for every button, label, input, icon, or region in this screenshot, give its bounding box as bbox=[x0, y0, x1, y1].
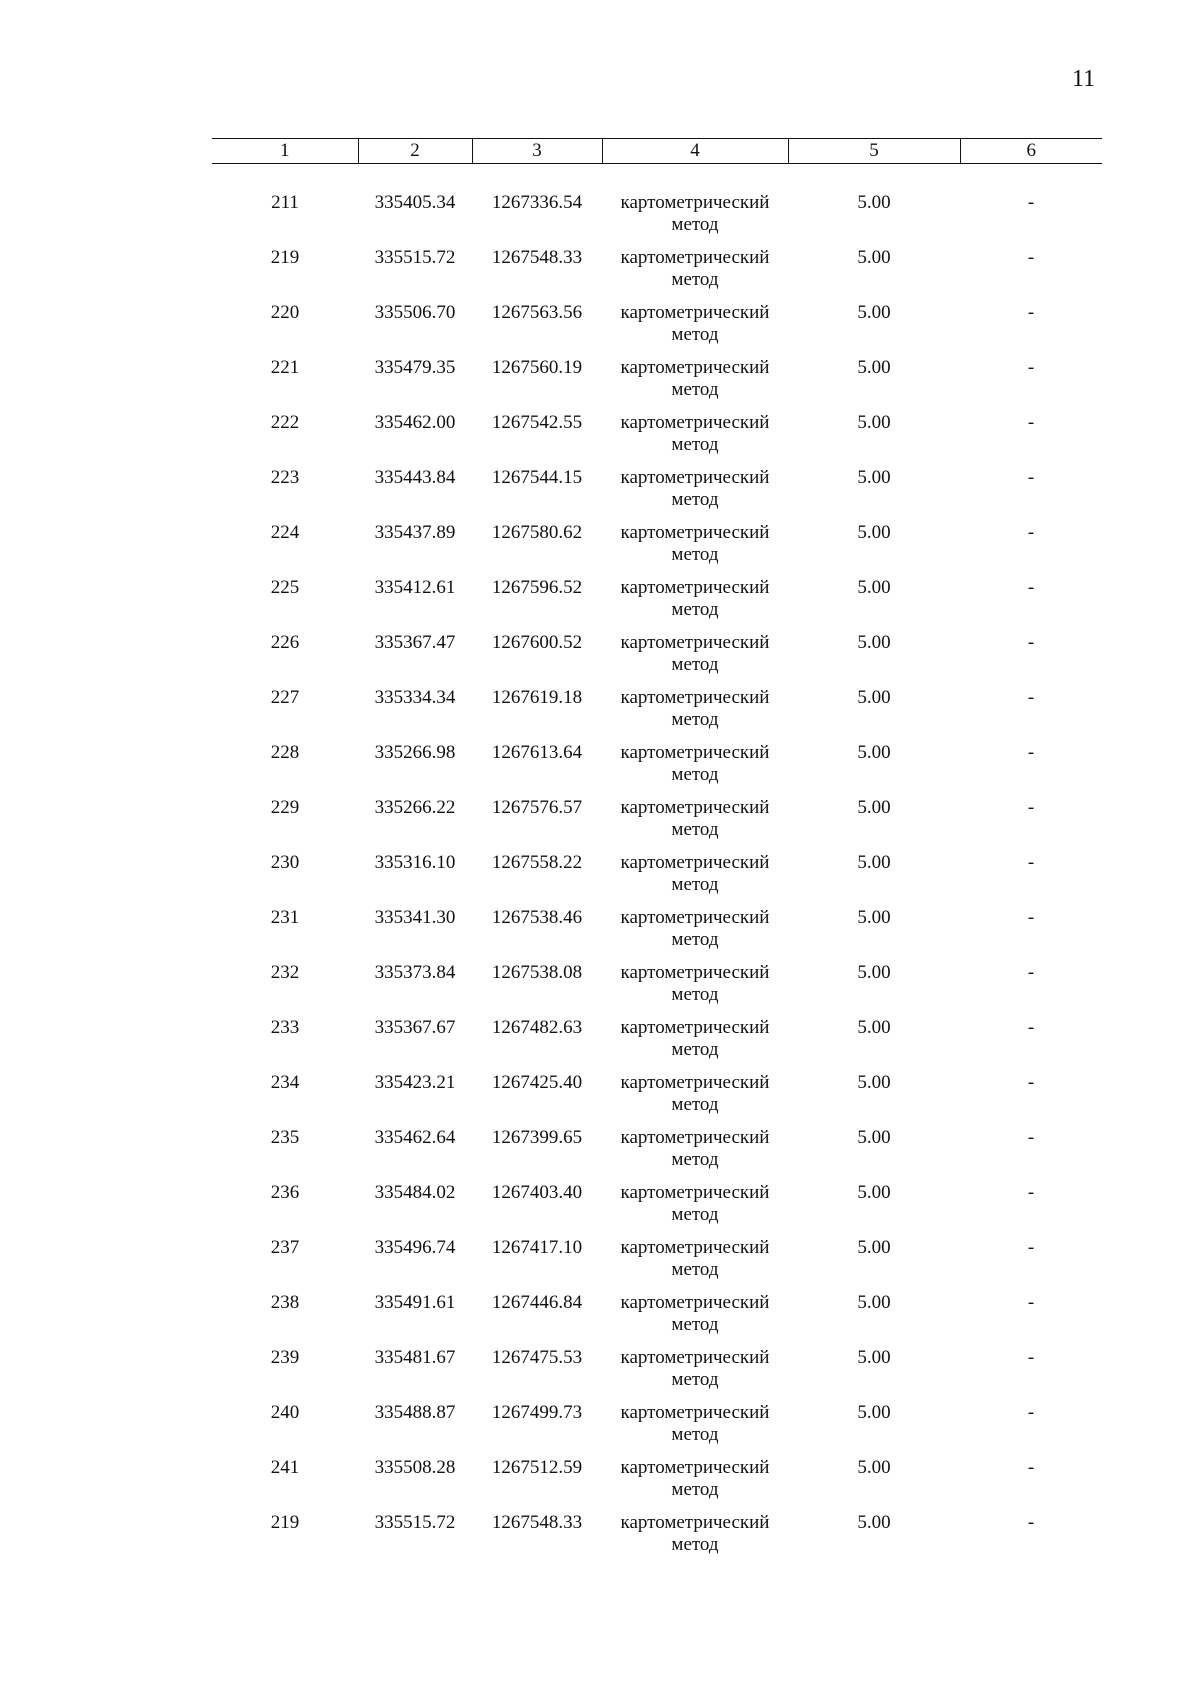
y-coordinate-cell: 1267538.08 bbox=[491, 962, 583, 983]
method-line-1: картометрический bbox=[620, 797, 770, 818]
method-line-2: метод bbox=[671, 709, 719, 730]
method-line-2: метод bbox=[671, 1534, 719, 1555]
method-line-2: метод bbox=[671, 819, 719, 840]
table-body bbox=[212, 164, 1102, 1568]
table-row bbox=[212, 247, 1102, 302]
point-number-cell: 232 bbox=[270, 962, 300, 983]
accuracy-cell: 5.00 bbox=[857, 1127, 891, 1148]
point-number-cell: 230 bbox=[270, 852, 300, 873]
table-row bbox=[212, 357, 1102, 412]
table-row bbox=[212, 522, 1102, 577]
accuracy-cell: 5.00 bbox=[857, 467, 891, 488]
method-cell bbox=[602, 1072, 788, 1127]
method-cell bbox=[602, 962, 788, 1017]
description-cell: - bbox=[1027, 192, 1035, 213]
accuracy-cell: 5.00 bbox=[857, 577, 891, 598]
accuracy-cell: 5.00 bbox=[857, 1017, 891, 1038]
y-coordinate-cell: 1267336.54 bbox=[491, 192, 583, 213]
point-number-cell: 238 bbox=[270, 1292, 300, 1313]
method-line-2: метод bbox=[671, 1204, 719, 1225]
description-cell: - bbox=[1027, 1017, 1035, 1038]
accuracy-cell: 5.00 bbox=[857, 852, 891, 873]
description-cell: - bbox=[1027, 962, 1035, 983]
y-coordinate-cell: 1267399.65 bbox=[491, 1127, 583, 1148]
method-line-1: картометрический bbox=[620, 247, 770, 268]
method-line-2: метод bbox=[671, 984, 719, 1005]
description-cell: - bbox=[1027, 632, 1035, 653]
method-line-2: метод bbox=[671, 214, 719, 235]
accuracy-cell: 5.00 bbox=[857, 357, 891, 378]
x-coordinate-cell: 335491.61 bbox=[374, 1292, 456, 1313]
x-coordinate-cell: 335367.47 bbox=[374, 632, 456, 653]
y-coordinate-cell: 1267596.52 bbox=[491, 577, 583, 598]
table-row bbox=[212, 577, 1102, 632]
x-coordinate-cell: 335405.34 bbox=[374, 192, 456, 213]
table-row bbox=[212, 192, 1102, 247]
method-line-2: метод bbox=[671, 1314, 719, 1335]
method-line-1: картометрический bbox=[620, 1127, 770, 1148]
y-coordinate-cell: 1267425.40 bbox=[491, 1072, 583, 1093]
x-coordinate-cell: 335443.84 bbox=[374, 467, 456, 488]
table-row bbox=[212, 1237, 1102, 1292]
table-row bbox=[212, 412, 1102, 467]
point-number-cell: 220 bbox=[270, 302, 300, 323]
table-row bbox=[212, 1512, 1102, 1567]
method-line-2: метод bbox=[671, 654, 719, 675]
column-header: 1 bbox=[212, 139, 358, 164]
table-header-row bbox=[212, 139, 1102, 164]
table-row bbox=[212, 687, 1102, 742]
method-line-1: картометрический bbox=[620, 357, 770, 378]
y-coordinate-cell: 1267417.10 bbox=[491, 1237, 583, 1258]
y-coordinate-cell: 1267512.59 bbox=[491, 1457, 583, 1478]
point-number-cell: 231 bbox=[270, 907, 300, 928]
y-coordinate-cell: 1267563.56 bbox=[491, 302, 583, 323]
method-cell bbox=[602, 632, 788, 687]
accuracy-cell: 5.00 bbox=[857, 1237, 891, 1258]
method-cell bbox=[602, 797, 788, 852]
table-row bbox=[212, 1402, 1102, 1457]
point-number-cell: 223 bbox=[270, 467, 300, 488]
description-cell: - bbox=[1027, 1347, 1035, 1368]
page-number: 11 bbox=[1072, 66, 1096, 92]
method-cell bbox=[602, 1347, 788, 1402]
y-coordinate-cell: 1267538.46 bbox=[491, 907, 583, 928]
method-cell bbox=[602, 852, 788, 907]
point-number-cell: 224 bbox=[270, 522, 300, 543]
point-number-cell: 219 bbox=[270, 1512, 300, 1533]
method-line-2: метод bbox=[671, 929, 719, 950]
method-line-1: картометрический bbox=[620, 192, 770, 213]
table-row bbox=[212, 962, 1102, 1017]
x-coordinate-cell: 335367.67 bbox=[374, 1017, 456, 1038]
description-cell: - bbox=[1027, 1512, 1035, 1533]
method-cell bbox=[602, 357, 788, 412]
y-coordinate-cell: 1267446.84 bbox=[491, 1292, 583, 1313]
table-row bbox=[212, 852, 1102, 907]
y-coordinate-cell: 1267613.64 bbox=[491, 742, 583, 763]
method-cell bbox=[602, 1457, 788, 1512]
method-line-1: картометрический bbox=[620, 1237, 770, 1258]
column-header: 3 bbox=[472, 139, 602, 164]
description-cell: - bbox=[1027, 907, 1035, 928]
y-coordinate-cell: 1267558.22 bbox=[491, 852, 583, 873]
method-line-1: картометрический bbox=[620, 1347, 770, 1368]
method-cell bbox=[602, 1512, 788, 1567]
coordinates-table bbox=[212, 138, 1102, 1567]
table-row bbox=[212, 1017, 1102, 1072]
x-coordinate-cell: 335515.72 bbox=[374, 1512, 456, 1533]
point-number-cell: 229 bbox=[270, 797, 300, 818]
method-line-2: метод bbox=[671, 434, 719, 455]
point-number-cell: 219 bbox=[270, 247, 300, 268]
description-cell: - bbox=[1027, 1072, 1035, 1093]
table-row bbox=[212, 1457, 1102, 1512]
x-coordinate-cell: 335373.84 bbox=[374, 962, 456, 983]
point-number-cell: 241 bbox=[270, 1457, 300, 1478]
method-cell bbox=[602, 1017, 788, 1072]
method-line-1: картометрический bbox=[620, 1072, 770, 1093]
y-coordinate-cell: 1267403.40 bbox=[491, 1182, 583, 1203]
method-line-1: картометрический bbox=[620, 1512, 770, 1533]
method-cell bbox=[602, 1127, 788, 1182]
method-line-1: картометрический bbox=[620, 577, 770, 598]
y-coordinate-cell: 1267619.18 bbox=[491, 687, 583, 708]
table-row bbox=[212, 632, 1102, 687]
method-line-1: картометрический bbox=[620, 1017, 770, 1038]
column-header: 2 bbox=[358, 139, 472, 164]
table-row bbox=[212, 302, 1102, 357]
method-line-1: картометрический bbox=[620, 1402, 770, 1423]
method-line-2: метод bbox=[671, 1424, 719, 1445]
method-cell bbox=[602, 247, 788, 302]
description-cell: - bbox=[1027, 577, 1035, 598]
x-coordinate-cell: 335484.02 bbox=[374, 1182, 456, 1203]
description-cell: - bbox=[1027, 302, 1035, 323]
x-coordinate-cell: 335437.89 bbox=[374, 522, 456, 543]
method-line-2: метод bbox=[671, 1369, 719, 1390]
method-line-1: картометрический bbox=[620, 302, 770, 323]
method-line-2: метод bbox=[671, 599, 719, 620]
x-coordinate-cell: 335266.98 bbox=[374, 742, 456, 763]
accuracy-cell: 5.00 bbox=[857, 1072, 891, 1093]
description-cell: - bbox=[1027, 467, 1035, 488]
description-cell: - bbox=[1027, 522, 1035, 543]
method-line-1: картометрический bbox=[620, 907, 770, 928]
method-line-1: картометрический bbox=[620, 687, 770, 708]
accuracy-cell: 5.00 bbox=[857, 192, 891, 213]
point-number-cell: 222 bbox=[270, 412, 300, 433]
x-coordinate-cell: 335462.64 bbox=[374, 1127, 456, 1148]
method-line-2: метод bbox=[671, 874, 719, 895]
x-coordinate-cell: 335506.70 bbox=[374, 302, 456, 323]
column-header: 6 bbox=[960, 139, 1102, 164]
y-coordinate-cell: 1267475.53 bbox=[491, 1347, 583, 1368]
point-number-cell: 211 bbox=[271, 192, 299, 213]
method-cell bbox=[602, 522, 788, 577]
description-cell: - bbox=[1027, 247, 1035, 268]
accuracy-cell: 5.00 bbox=[857, 907, 891, 928]
method-line-1: картометрический bbox=[620, 632, 770, 653]
table-row bbox=[212, 1072, 1102, 1127]
spacer-row bbox=[212, 164, 1102, 193]
method-line-1: картометрический bbox=[620, 1457, 770, 1478]
accuracy-cell: 5.00 bbox=[857, 1512, 891, 1533]
method-cell bbox=[602, 302, 788, 357]
description-cell: - bbox=[1027, 687, 1035, 708]
accuracy-cell: 5.00 bbox=[857, 1402, 891, 1423]
y-coordinate-cell: 1267560.19 bbox=[491, 357, 583, 378]
accuracy-cell: 5.00 bbox=[857, 962, 891, 983]
description-cell: - bbox=[1027, 1402, 1035, 1423]
y-coordinate-cell: 1267548.33 bbox=[491, 1512, 583, 1533]
accuracy-cell: 5.00 bbox=[857, 302, 891, 323]
column-header: 4 bbox=[602, 139, 788, 164]
method-cell bbox=[602, 1292, 788, 1347]
method-line-2: метод bbox=[671, 544, 719, 565]
x-coordinate-cell: 335341.30 bbox=[374, 907, 456, 928]
accuracy-cell: 5.00 bbox=[857, 797, 891, 818]
method-cell bbox=[602, 1237, 788, 1292]
description-cell: - bbox=[1027, 852, 1035, 873]
point-number-cell: 235 bbox=[270, 1127, 300, 1148]
x-coordinate-cell: 335479.35 bbox=[374, 357, 456, 378]
y-coordinate-cell: 1267580.62 bbox=[491, 522, 583, 543]
method-line-1: картометрический bbox=[620, 1292, 770, 1313]
description-cell: - bbox=[1027, 1237, 1035, 1258]
method-line-1: картометрический bbox=[620, 852, 770, 873]
accuracy-cell: 5.00 bbox=[857, 1182, 891, 1203]
method-line-2: метод bbox=[671, 1039, 719, 1060]
accuracy-cell: 5.00 bbox=[857, 632, 891, 653]
method-line-1: картометрический bbox=[620, 522, 770, 543]
x-coordinate-cell: 335515.72 bbox=[374, 247, 456, 268]
table-row bbox=[212, 1182, 1102, 1237]
table-row bbox=[212, 907, 1102, 962]
point-number-cell: 239 bbox=[270, 1347, 300, 1368]
y-coordinate-cell: 1267542.55 bbox=[491, 412, 583, 433]
method-line-2: метод bbox=[671, 1479, 719, 1500]
accuracy-cell: 5.00 bbox=[857, 1457, 891, 1478]
table-row bbox=[212, 1292, 1102, 1347]
y-coordinate-cell: 1267482.63 bbox=[491, 1017, 583, 1038]
table-row bbox=[212, 742, 1102, 797]
accuracy-cell: 5.00 bbox=[857, 687, 891, 708]
method-line-2: метод bbox=[671, 324, 719, 345]
method-line-1: картометрический bbox=[620, 467, 770, 488]
method-cell bbox=[602, 907, 788, 962]
accuracy-cell: 5.00 bbox=[857, 742, 891, 763]
accuracy-cell: 5.00 bbox=[857, 247, 891, 268]
x-coordinate-cell: 335412.61 bbox=[374, 577, 456, 598]
point-number-cell: 227 bbox=[270, 687, 300, 708]
y-coordinate-cell: 1267544.15 bbox=[491, 467, 583, 488]
description-cell: - bbox=[1027, 1457, 1035, 1478]
x-coordinate-cell: 335334.34 bbox=[374, 687, 456, 708]
point-number-cell: 236 bbox=[270, 1182, 300, 1203]
method-cell bbox=[602, 192, 788, 247]
description-cell: - bbox=[1027, 1127, 1035, 1148]
point-number-cell: 221 bbox=[270, 357, 300, 378]
column-header: 5 bbox=[788, 139, 960, 164]
method-line-1: картометрический bbox=[620, 412, 770, 433]
table-row bbox=[212, 797, 1102, 852]
description-cell: - bbox=[1027, 797, 1035, 818]
description-cell: - bbox=[1027, 412, 1035, 433]
x-coordinate-cell: 335462.00 bbox=[374, 412, 456, 433]
method-line-2: метод bbox=[671, 269, 719, 290]
description-cell: - bbox=[1027, 1182, 1035, 1203]
point-number-cell: 240 bbox=[270, 1402, 300, 1423]
x-coordinate-cell: 335508.28 bbox=[374, 1457, 456, 1478]
method-line-2: метод bbox=[671, 489, 719, 510]
method-line-1: картометрический bbox=[620, 1182, 770, 1203]
x-coordinate-cell: 335266.22 bbox=[374, 797, 456, 818]
method-cell bbox=[602, 687, 788, 742]
y-coordinate-cell: 1267499.73 bbox=[491, 1402, 583, 1423]
point-number-cell: 233 bbox=[270, 1017, 300, 1038]
y-coordinate-cell: 1267548.33 bbox=[491, 247, 583, 268]
method-line-1: картометрический bbox=[620, 962, 770, 983]
point-number-cell: 228 bbox=[270, 742, 300, 763]
y-coordinate-cell: 1267576.57 bbox=[491, 797, 583, 818]
method-cell bbox=[602, 1402, 788, 1457]
x-coordinate-cell: 335496.74 bbox=[374, 1237, 456, 1258]
table-row bbox=[212, 467, 1102, 522]
x-coordinate-cell: 335423.21 bbox=[374, 1072, 456, 1093]
table-row bbox=[212, 1347, 1102, 1402]
method-line-2: метод bbox=[671, 1259, 719, 1280]
accuracy-cell: 5.00 bbox=[857, 1347, 891, 1368]
table-row bbox=[212, 1127, 1102, 1182]
description-cell: - bbox=[1027, 357, 1035, 378]
description-cell: - bbox=[1027, 742, 1035, 763]
method-line-2: метод bbox=[671, 764, 719, 785]
method-line-2: метод bbox=[671, 1149, 719, 1170]
point-number-cell: 234 bbox=[270, 1072, 300, 1093]
x-coordinate-cell: 335316.10 bbox=[374, 852, 456, 873]
x-coordinate-cell: 335488.87 bbox=[374, 1402, 456, 1423]
description-cell: - bbox=[1027, 1292, 1035, 1313]
y-coordinate-cell: 1267600.52 bbox=[491, 632, 583, 653]
point-number-cell: 237 bbox=[270, 1237, 300, 1258]
method-cell bbox=[602, 742, 788, 797]
method-line-1: картометрический bbox=[620, 742, 770, 763]
accuracy-cell: 5.00 bbox=[857, 412, 891, 433]
method-cell bbox=[602, 412, 788, 467]
method-cell bbox=[602, 467, 788, 522]
method-cell bbox=[602, 1182, 788, 1237]
method-line-2: метод bbox=[671, 1094, 719, 1115]
accuracy-cell: 5.00 bbox=[857, 522, 891, 543]
point-number-cell: 226 bbox=[270, 632, 300, 653]
method-line-2: метод bbox=[671, 379, 719, 400]
accuracy-cell: 5.00 bbox=[857, 1292, 891, 1313]
method-cell bbox=[602, 577, 788, 632]
x-coordinate-cell: 335481.67 bbox=[374, 1347, 456, 1368]
point-number-cell: 225 bbox=[270, 577, 300, 598]
